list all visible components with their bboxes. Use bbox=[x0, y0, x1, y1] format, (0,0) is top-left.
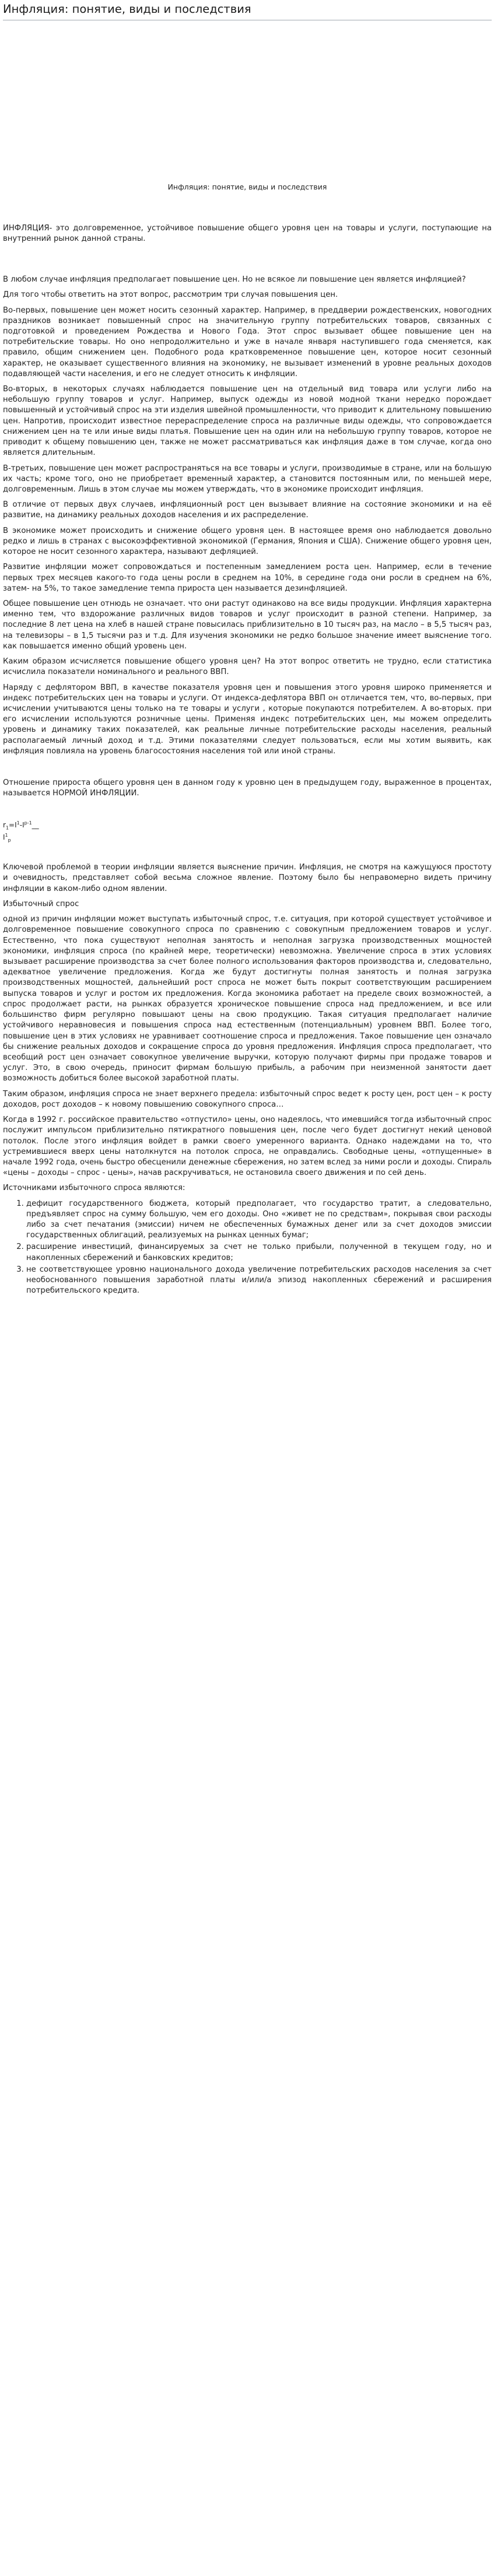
definition-paragraph: ИНФЛЯЦИЯ- это долговременное, устойчивое повышение общего уровня цен на товары и услуги, поступающие на внутренний рынок данной страны. bbox=[3, 223, 492, 243]
paragraph: Развитие инфляции может сопровождаться и постепенным замедлением роста цен. Например, если в течение первых трех месяцев какого-то года цены росли в среднем на 10%, в середине года они росли в среднем на 6%, затем- на 5%, то такое замедление темпа прироста цен называется дезинфляцией. bbox=[3, 563, 492, 593]
causes-paragraph: Ключевой проблемой в теории инфляции является выяснение причин. Инфляция, не смотря на кажущуюся простоту и очевидность, представляет собой весьма сложное явление. Поэтому было бы неправомерно видеть причину инфляции в каком-либо одном явлении. bbox=[3, 863, 492, 893]
paragraph: В любом случае инфляция предполагает повышение цен. Но не всякое ли повышение цен является инфляцией? bbox=[3, 275, 466, 285]
section-excess-demand bbox=[3, 914, 492, 1178]
paragraph: В отличие от первых двух случаев, инфляционный рост цен вызывает влияние на состояние экономики и на её развитие, на динамику реальных доходов населения и их распределение. bbox=[3, 500, 492, 520]
list-item: 3. не соответствующее уровню национального дохода увеличение потребительских расходов населения за счет необоснованного повышения заработной платы и/или/а эпизод накопленных сбережений и расширения потребительского кредита. bbox=[26, 1265, 492, 1297]
norm-inflation-paragraph: Отношение прироста общего уровня цен в данном году к уровню цен в предыдущем году, выраженное в процентах, называется НОРМОЙ ИНФЛЯЦИИ. bbox=[3, 778, 492, 798]
paragraph: Таким образом, инфляция спроса не знает верхнего предела: избыточный спрос ведет к росту цен, рост цен – к росту доходов, рост доходов – к новому повышению совокупного спроса… bbox=[3, 1089, 492, 1109]
formula-line-2: $I^1_p$ bbox=[3, 832, 11, 843]
paragraph: Каким образом исчисляется повышение общего уровня цен? На этот вопрос ответить не трудно, если статистика исчислила показатели номинального и реального ВВП. bbox=[3, 657, 492, 677]
paragraph: В экономике может происходить и снижение общего уровня цен. В настоящее время оно наблюдается довольно редко и лишь в странах с высокоэффективной экономикой (Германия, Япония и США). Снижение общего уровня цен, которое не носит сезонного характера, называют дефляцией. bbox=[3, 526, 492, 557]
paragraph: Во-первых, повышение цен может носить сезонный характер. Например, в преддверии рождественских, новогодних праздников возникает повышенный спрос на значительную группу потребительских товаров, связанных с подготовкой и проведением Рождества и Нового Года. Этот спрос вызывает общее повышение цен на потребительские товары. Но оно непродолжительно и уже в начале января наступившего года сменяется, как правило, общим снижением цен. Подобного рода кратковременное повышение цен, которое носит сезонный характер, не оказывает существенного влияния на экономику, не вызывает изменений в уровне реальных доходов подавляющей части населения, и его не следует относить к инфляции. bbox=[3, 306, 492, 378]
paragraph: Когда в 1992 г. российское правительство «отпустило» цены, оно надеялось, что имевшийся тогда избыточный спрос послужит импульсом приблизительно пятикратного повышения цен, после чего будет достигнут некий ценовой потолок. После этого инфляция войдет в рамки своего умеренного варианта. Однако надеждами на то, что устремившиеся вверх цены натолкнутся на потолок спроса, не оправдались. Свободные цены, «отпущенные» в начале 1992 года, очень быстро обесценили денежные сбережения, но затем вслед за ними росли и доходы. Спираль «цены – доходы – спрос - цены», начав раскручиваться, не остановила своего движения и по сей день. bbox=[3, 1115, 492, 1178]
paragraph: В-третьих, повышение цен может распространяться на все товары и услуги, производимые в стране, или на большую их часть; кроме того, оно не приобретает временный характер, а становится постоянным или, по меньшей мере, долговременным. Лишь в этом случае мы можем утверждать, что в экономике происходит инфляция. bbox=[3, 464, 492, 494]
page-title: Инфляция: понятие, виды и последствия bbox=[3, 0, 492, 20]
paragraph: одной из причин инфляции может выступать избыточный спрос, т.е. ситуация, при которой существует устойчивое и долговременное повышение совокупного спроса по сравнению с совокупным предложением товаров и услуг. Естественно, что пока существуют неполная занятость и неполная загрузка производственных мощностей экономики, инфляция спроса (по крайней мере, теоретически) невозможна. Увеличение спроса в этих условиях вызывает расширение производства за счет более полного использования факторов производства и, следовательно, адекватное увеличение предложения. Когда же будут достигнуты полная занятость и полная загрузка производственных мощностей, дальнейший рост спроса не может быть покрыт соответствующим расширением выпуска товаров и услуг и ростом их предложения. Когда экономика работает на пределе своих возможностей, а спрос продолжает расти, на рынках образуется хроническое повышение спроса над предложением, и все или большинство фирм регулярно повышают цены на свою продукцию. Такая ситуация предполагает наличие устойчивого неравновесия и повышения спроса над естественным (потенциальным) уровнем ВВП. Более того, повышение цен в этих условиях не уравнивает соотношение спроса и предложения. Такое повышение цен означало бы снижение реальных доходов и сокращение спроса до уровня предложения. Инфляция спроса предполагает, что всеобщий рост цен означает совокупное увеличение выручки, которую получают фирмы при продаже товаров и услуг. Это, в свою очередь, приносит фирмам большую прибыль, а рабочим при неизменной занятости дает возможность добиться более высокой заработной платы. bbox=[3, 915, 492, 1083]
formula-line-1: $r_1=I^1-I^{p-1}\_\_$ bbox=[3, 820, 39, 831]
demand-heading: Избыточный спрос bbox=[3, 899, 79, 908]
inflation-formula bbox=[3, 820, 492, 844]
paragraph: Общее повышение цен отнюдь не означает. что они растут одинаково на все виды продукции. Инфляция характерна именно тем, что вздорожание различных видов товаров и услуг происходит в разной степени. Например, за последние 8 лет цена на хлеб в нашей стране повысилась приблизительно в 10 тысяч раз, на масло – в 5,5 тысяч раз, на телевизоры – в 1,5 тысячи раз и т.д. Для изучения экономики не редко большое значение имеет выяснение того. как повышается именно общий уровень цен. bbox=[3, 599, 492, 651]
paragraph: Во-вторых, в некоторых случаях наблюдается повышение цен на отдельный вид товара или услуги либо на небольшую группу товаров и услуг. Например, выпуск одежды из новой модной ткани нередко порождает повышенный и устойчивый спрос на эти изделия швейной промышленности, что приводит к длительному повышению цен. Напротив, происходит известное перераспределение спроса на различные виды одежды, что сопровождается снижением цен на те или иные виды платья. Повышение цен на один или на небольшую группу товаров, которое не приводит к общему повышению цен, также не может рассматриваться как инфляция даже в том случае, когда оно является длительным. bbox=[3, 385, 492, 458]
list-item: 2. расширение инвестиций, финансируемых за счет не только прибыли, полученной в текущем году, но и накопленных сбережений и банковских кредитов; bbox=[26, 1242, 492, 1263]
paragraph: Наряду с дефлятором ВВП, в качестве показателя уровня цен и повышения этого уровня широко применяется и индекс потребительских цен на товары и услуги. От индекса-дефлятора ВВП он отличается тем, что, во-первых, при исчислении учитываются цены только на те товары и услуги , которые покупаются потребителем. А во-вторых. при его исчислении используются розничные цены. Применяя индекс потребительских цен, мы можем определить уровень и динамику таких показателей, как реальные личные потребительские расходы населения, реальный располагаемый личный доход и т.д. Этими показателями следует пользоваться, если мы хотим выявить, как инфляция повлияла на уровень благосостояния населения той или иной страны. bbox=[3, 683, 492, 756]
document-title: Инфляция: понятие, виды и последствия bbox=[167, 183, 327, 192]
section-price-increase bbox=[3, 275, 492, 757]
sources-list bbox=[3, 1199, 492, 1297]
paragraph: Для того чтобы ответить на этот вопрос, рассмотрим три случая повышения цен. bbox=[3, 290, 338, 300]
sources-heading: Источниками избыточного спроса являются: bbox=[3, 1184, 185, 1193]
list-item: 1. дефицит государственного бюджета, который предполагает, что государство тратит, а следовательно, предъявляет спрос на сумму большую, чем его доходы. Оно «живет не по средствам», покрывая свои расходы либо за счет печатания (эмиссии) ничем не обеспеченных бумажных денег или за счет доходов эмиссии государственных облигаций, реализуемых на рынках ценных бумаг; bbox=[26, 1199, 492, 1241]
